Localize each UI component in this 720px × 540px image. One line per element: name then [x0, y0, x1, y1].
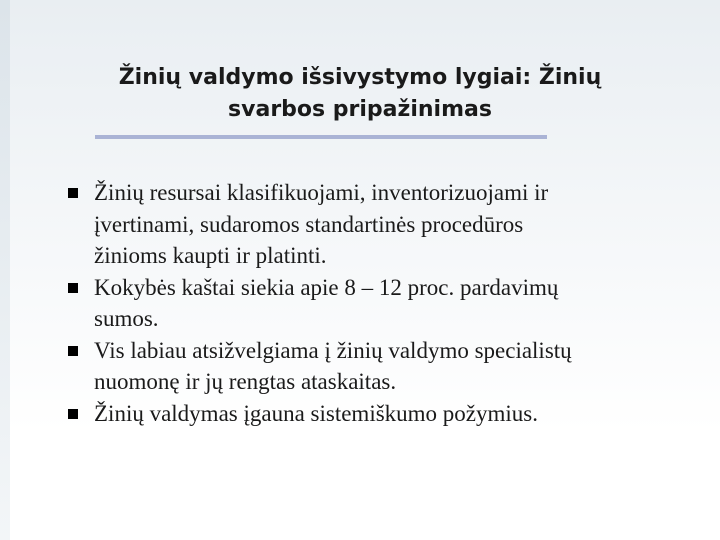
bullet-3-line-1: Vis labiau atsižvelgiama į žinių valdymo specialistų	[94, 337, 572, 363]
bullet-3-line-2: nuomonę ir jų rengtas ataskaitas.	[94, 369, 397, 394]
bullet-item-4	[60, 398, 690, 430]
left-stripe	[0, 0, 10, 540]
bullet-2-line-2: sumos.	[94, 306, 159, 331]
bullet-1-line-1: Žinių resursai klasifikuojami, inventorizuojami ir	[94, 180, 549, 205]
title-line-1: Žinių valdymo išsivystymo lygiai: Žinių	[118, 65, 602, 90]
bullet-2-line-1: Kokybės kaštai siekia apie 8 – 12 proc. pardavimų	[94, 274, 559, 300]
title-line-2: svarbos pripažinimas	[228, 97, 492, 122]
bullet-1-line-2: įvertinami, sudaromos standartinės procedūros	[94, 211, 524, 237]
square-bullet-icon	[68, 188, 78, 198]
bullet-1-line-3: žinioms kaupti ir platinti.	[94, 243, 327, 268]
bullet-item-2	[60, 272, 690, 335]
bullet-item-3	[60, 335, 690, 398]
title-underline-rule	[95, 135, 547, 139]
bullet-item-1	[60, 177, 690, 272]
slide-title	[70, 62, 650, 126]
square-bullet-icon	[68, 409, 78, 419]
square-bullet-icon	[68, 346, 78, 356]
square-bullet-icon	[68, 283, 78, 293]
bullet-4-line-1: Žinių valdymas įgauna sistemiškumo požymius.	[94, 400, 538, 426]
bullet-list	[60, 177, 690, 429]
